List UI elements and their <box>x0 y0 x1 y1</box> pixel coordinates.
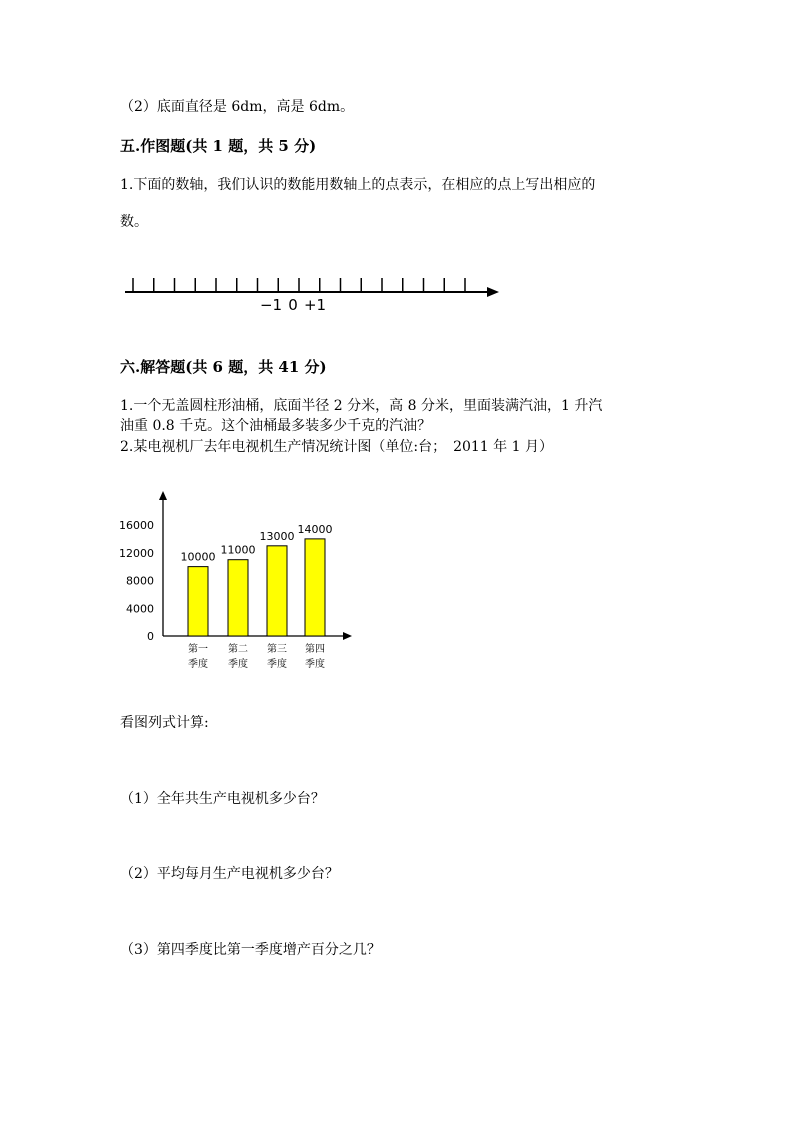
y-axis-arrow <box>159 491 167 500</box>
axis-label-zero: 0 <box>288 296 298 314</box>
category-label: 季度 <box>228 659 248 670</box>
category-label: 季度 <box>305 659 325 670</box>
bar-value-label: 13000 <box>259 529 295 543</box>
bar-value-label: 14000 <box>297 522 333 536</box>
sub-question-1: （1）全年共生产电视机多少台？ <box>120 791 325 807</box>
prev-question-2: （2）底面直径是 6dm，高是 6dm。 <box>120 99 355 115</box>
section5-q1-line2: 数。 <box>120 214 148 230</box>
y-tick-label: 0 <box>147 630 154 643</box>
category-label: 季度 <box>188 659 208 670</box>
section6-title: 六.解答题(共 6 题，共 41 分) <box>120 358 327 376</box>
category-label: 第四 <box>305 644 325 655</box>
y-tick-label: 4000 <box>126 602 154 616</box>
axis-label-minus-one: −1 <box>259 296 283 314</box>
bar-value-label: 11000 <box>220 543 256 557</box>
section5-q1-line1: 1.下面的数轴，我们认识的数能用数轴上的点表示，在相应的点上写出相应的 <box>120 177 596 193</box>
category-label: 第三 <box>267 644 287 655</box>
y-tick-label: 16000 <box>119 519 154 532</box>
category-label: 季度 <box>267 659 287 670</box>
instruction-text: 看图列式计算: <box>120 715 209 731</box>
x-axis-arrow <box>343 632 352 640</box>
section5-title: 五.作图题(共 1 题，共 5 分) <box>120 137 317 155</box>
section6-q1-line2: 油重 0.8 千克。这个油桶最多装多少千克的汽油？ <box>120 418 432 434</box>
bar <box>188 567 208 636</box>
bar <box>305 539 325 636</box>
category-label: 第二 <box>228 644 248 655</box>
section6-q1-line1: 1.一个无盖圆柱形油桶，底面半径 2 分米，高 8 分米，里面装满汽油，1 升汽 <box>120 398 603 414</box>
category-label: 第一 <box>188 644 208 655</box>
number-line-arrow <box>487 287 499 297</box>
bar <box>228 560 248 636</box>
y-tick-label: 8000 <box>126 574 154 588</box>
bar-value-label: 10000 <box>180 550 216 564</box>
bar <box>267 546 287 636</box>
sub-question-3: （3）第四季度比第一季度增产百分之几？ <box>120 942 381 958</box>
sub-question-2: （2）平均每月生产电视机多少台？ <box>120 866 339 882</box>
y-tick-label: 12000 <box>119 546 154 560</box>
production-bar-chart <box>100 485 370 680</box>
axis-label-plus-one: +1 <box>303 296 327 314</box>
section6-q2-title: 2.某电视机厂去年电视机生产情况统计图（单位:台； 2011 年 1 月） <box>120 439 553 455</box>
number-line <box>115 268 510 316</box>
